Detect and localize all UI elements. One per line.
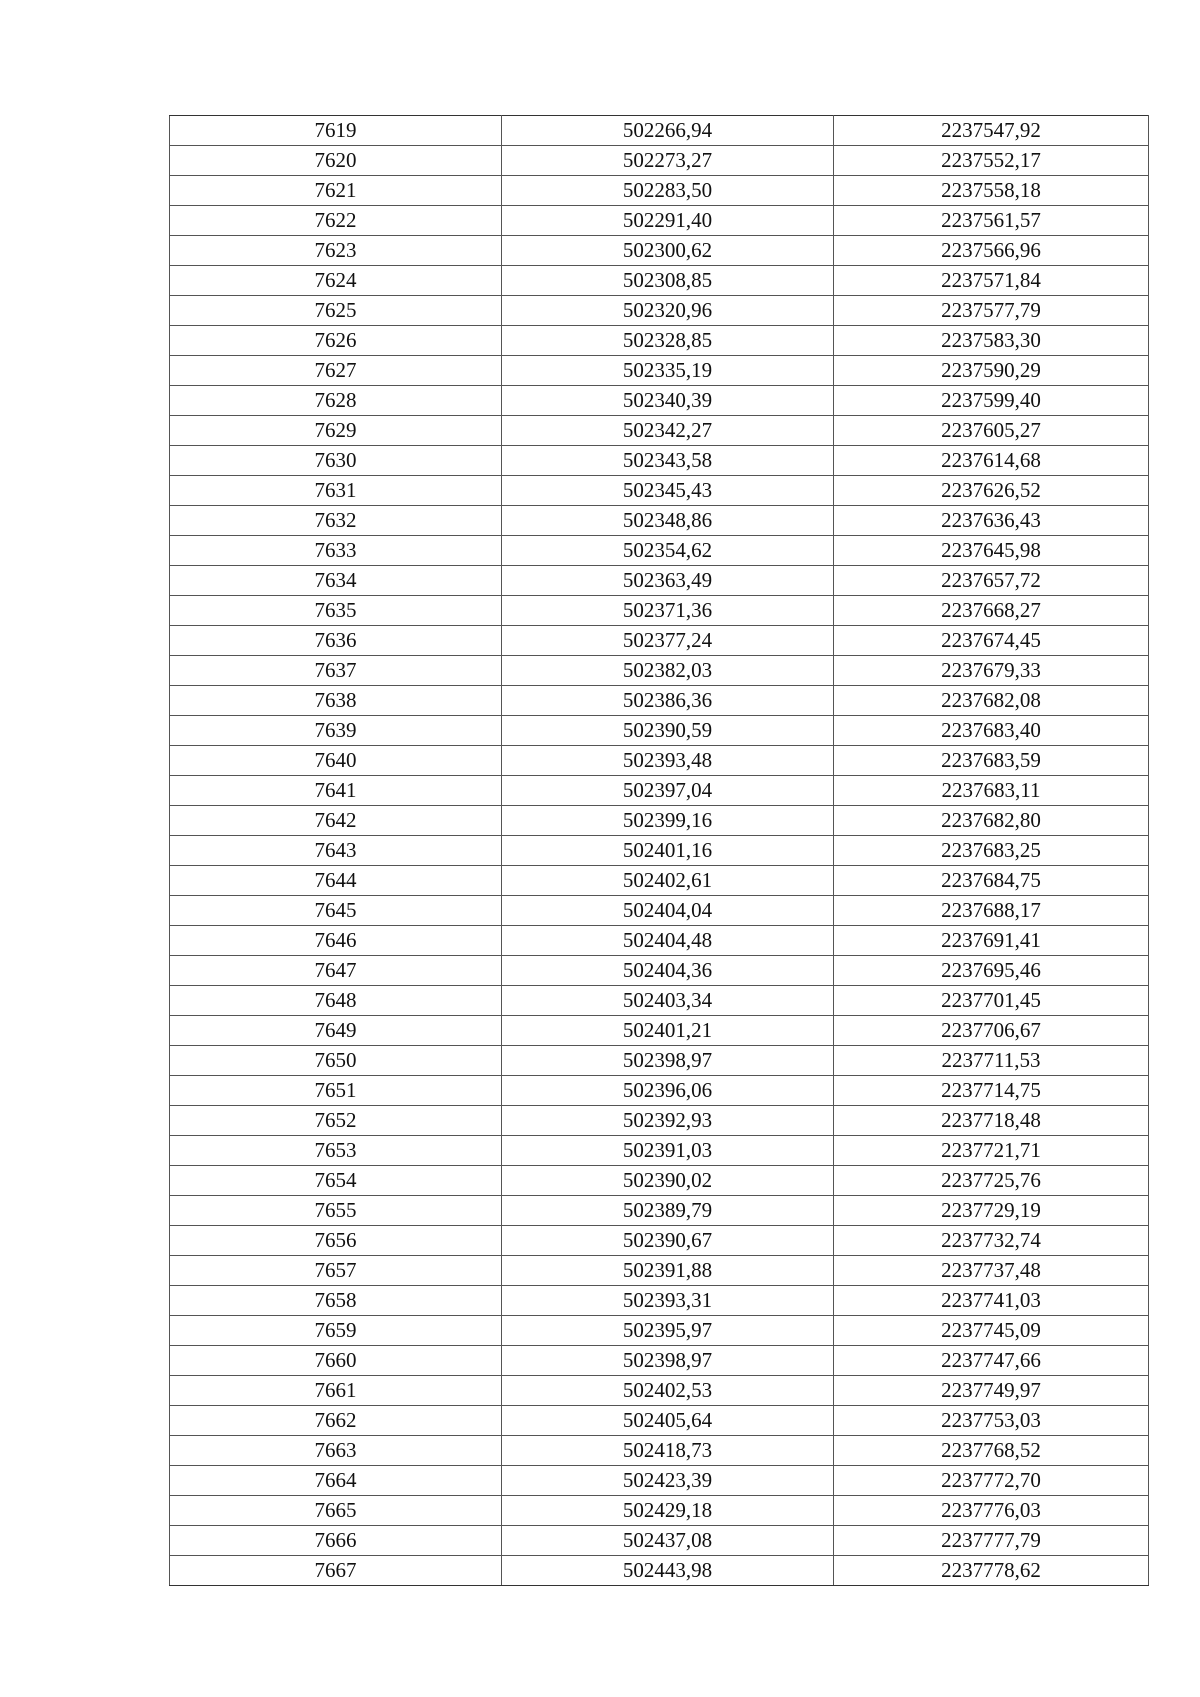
x-coordinate-cell: 502283,50 [502,176,834,206]
x-coordinate-cell: 502396,06 [502,1076,834,1106]
point-number-cell: 7653 [170,1136,502,1166]
x-coordinate-cell: 502308,85 [502,266,834,296]
table-row [170,326,1149,356]
y-coordinate-cell: 2237636,43 [834,506,1149,536]
y-coordinate-cell: 2237683,40 [834,716,1149,746]
x-coordinate-cell: 502392,93 [502,1106,834,1136]
point-number-cell: 7634 [170,566,502,596]
y-coordinate-cell: 2237749,97 [834,1376,1149,1406]
x-coordinate-cell: 502382,03 [502,656,834,686]
y-coordinate-cell: 2237561,57 [834,206,1149,236]
table-row [170,956,1149,986]
x-coordinate-cell: 502391,88 [502,1256,834,1286]
point-number-cell: 7643 [170,836,502,866]
y-coordinate-cell: 2237711,53 [834,1046,1149,1076]
y-coordinate-cell: 2237721,71 [834,1136,1149,1166]
point-number-cell: 7648 [170,986,502,1016]
table-row [170,1106,1149,1136]
table-row [170,776,1149,806]
x-coordinate-cell: 502418,73 [502,1436,834,1466]
y-coordinate-cell: 2237683,59 [834,746,1149,776]
table-row [170,1436,1149,1466]
point-number-cell: 7630 [170,446,502,476]
point-number-cell: 7640 [170,746,502,776]
x-coordinate-cell: 502377,24 [502,626,834,656]
point-number-cell: 7639 [170,716,502,746]
table-row [170,1046,1149,1076]
x-coordinate-cell: 502429,18 [502,1496,834,1526]
point-number-cell: 7654 [170,1166,502,1196]
x-coordinate-cell: 502393,48 [502,746,834,776]
table-row [170,836,1149,866]
y-coordinate-cell: 2237674,45 [834,626,1149,656]
point-number-cell: 7638 [170,686,502,716]
table-row [170,536,1149,566]
table-row [170,1376,1149,1406]
x-coordinate-cell: 502390,67 [502,1226,834,1256]
x-coordinate-cell: 502371,36 [502,596,834,626]
y-coordinate-cell: 2237668,27 [834,596,1149,626]
y-coordinate-cell: 2237695,46 [834,956,1149,986]
x-coordinate-cell: 502320,96 [502,296,834,326]
point-number-cell: 7651 [170,1076,502,1106]
table-row [170,716,1149,746]
table-row [170,896,1149,926]
point-number-cell: 7642 [170,806,502,836]
y-coordinate-cell: 2237772,70 [834,1466,1149,1496]
point-number-cell: 7637 [170,656,502,686]
x-coordinate-cell: 502401,16 [502,836,834,866]
x-coordinate-cell: 502389,79 [502,1196,834,1226]
table-row [170,1316,1149,1346]
y-coordinate-cell: 2237737,48 [834,1256,1149,1286]
table-row [170,686,1149,716]
point-number-cell: 7622 [170,206,502,236]
table-row [170,596,1149,626]
coordinates-table [169,115,1149,1586]
point-number-cell: 7666 [170,1526,502,1556]
x-coordinate-cell: 502273,27 [502,146,834,176]
point-number-cell: 7662 [170,1406,502,1436]
x-coordinate-cell: 502328,85 [502,326,834,356]
x-coordinate-cell: 502399,16 [502,806,834,836]
table-row [170,1136,1149,1166]
point-number-cell: 7656 [170,1226,502,1256]
y-coordinate-cell: 2237626,52 [834,476,1149,506]
table-row [170,1496,1149,1526]
x-coordinate-cell: 502390,59 [502,716,834,746]
point-number-cell: 7629 [170,416,502,446]
table-row [170,116,1149,146]
y-coordinate-cell: 2237741,03 [834,1286,1149,1316]
x-coordinate-cell: 502266,94 [502,116,834,146]
point-number-cell: 7663 [170,1436,502,1466]
table-row [170,476,1149,506]
table-row [170,926,1149,956]
y-coordinate-cell: 2237558,18 [834,176,1149,206]
y-coordinate-cell: 2237683,11 [834,776,1149,806]
table-row [170,806,1149,836]
table-row [170,986,1149,1016]
point-number-cell: 7633 [170,536,502,566]
y-coordinate-cell: 2237605,27 [834,416,1149,446]
table-row [170,626,1149,656]
table-row [170,1196,1149,1226]
y-coordinate-cell: 2237718,48 [834,1106,1149,1136]
table-row [170,1556,1149,1586]
x-coordinate-cell: 502391,03 [502,1136,834,1166]
y-coordinate-cell: 2237732,74 [834,1226,1149,1256]
y-coordinate-cell: 2237679,33 [834,656,1149,686]
x-coordinate-cell: 502402,53 [502,1376,834,1406]
point-number-cell: 7661 [170,1376,502,1406]
x-coordinate-cell: 502398,97 [502,1046,834,1076]
point-number-cell: 7644 [170,866,502,896]
point-number-cell: 7657 [170,1256,502,1286]
x-coordinate-cell: 502437,08 [502,1526,834,1556]
y-coordinate-cell: 2237566,96 [834,236,1149,266]
x-coordinate-cell: 502291,40 [502,206,834,236]
table-row [170,1016,1149,1046]
x-coordinate-cell: 502395,97 [502,1316,834,1346]
x-coordinate-cell: 502342,27 [502,416,834,446]
point-number-cell: 7632 [170,506,502,536]
table-row [170,1466,1149,1496]
point-number-cell: 7623 [170,236,502,266]
table-row [170,1256,1149,1286]
x-coordinate-cell: 502398,97 [502,1346,834,1376]
point-number-cell: 7621 [170,176,502,206]
table-row [170,1346,1149,1376]
x-coordinate-cell: 502363,49 [502,566,834,596]
y-coordinate-cell: 2237691,41 [834,926,1149,956]
y-coordinate-cell: 2237583,30 [834,326,1149,356]
y-coordinate-cell: 2237577,79 [834,296,1149,326]
table-row [170,356,1149,386]
y-coordinate-cell: 2237571,84 [834,266,1149,296]
y-coordinate-cell: 2237684,75 [834,866,1149,896]
x-coordinate-cell: 502402,61 [502,866,834,896]
x-coordinate-cell: 502423,39 [502,1466,834,1496]
point-number-cell: 7665 [170,1496,502,1526]
point-number-cell: 7655 [170,1196,502,1226]
y-coordinate-cell: 2237777,79 [834,1526,1149,1556]
table-row [170,1226,1149,1256]
point-number-cell: 7620 [170,146,502,176]
point-number-cell: 7647 [170,956,502,986]
y-coordinate-cell: 2237682,80 [834,806,1149,836]
point-number-cell: 7660 [170,1346,502,1376]
table-row [170,236,1149,266]
point-number-cell: 7635 [170,596,502,626]
x-coordinate-cell: 502404,48 [502,926,834,956]
x-coordinate-cell: 502404,36 [502,956,834,986]
table-row [170,446,1149,476]
point-number-cell: 7624 [170,266,502,296]
point-number-cell: 7628 [170,386,502,416]
y-coordinate-cell: 2237776,03 [834,1496,1149,1526]
coordinates-table-body [170,116,1149,1586]
y-coordinate-cell: 2237547,92 [834,116,1149,146]
x-coordinate-cell: 502348,86 [502,506,834,536]
y-coordinate-cell: 2237714,75 [834,1076,1149,1106]
y-coordinate-cell: 2237657,72 [834,566,1149,596]
point-number-cell: 7631 [170,476,502,506]
y-coordinate-cell: 2237701,45 [834,986,1149,1016]
y-coordinate-cell: 2237768,52 [834,1436,1149,1466]
x-coordinate-cell: 502335,19 [502,356,834,386]
table-row [170,1286,1149,1316]
point-number-cell: 7627 [170,356,502,386]
table-row [170,386,1149,416]
table-row [170,656,1149,686]
table-row [170,1076,1149,1106]
y-coordinate-cell: 2237590,29 [834,356,1149,386]
x-coordinate-cell: 502393,31 [502,1286,834,1316]
table-row [170,506,1149,536]
point-number-cell: 7625 [170,296,502,326]
y-coordinate-cell: 2237645,98 [834,536,1149,566]
x-coordinate-cell: 502401,21 [502,1016,834,1046]
y-coordinate-cell: 2237683,25 [834,836,1149,866]
table-row [170,866,1149,896]
point-number-cell: 7619 [170,116,502,146]
table-row [170,746,1149,776]
table-row [170,176,1149,206]
y-coordinate-cell: 2237688,17 [834,896,1149,926]
y-coordinate-cell: 2237729,19 [834,1196,1149,1226]
point-number-cell: 7664 [170,1466,502,1496]
y-coordinate-cell: 2237599,40 [834,386,1149,416]
y-coordinate-cell: 2237753,03 [834,1406,1149,1436]
point-number-cell: 7659 [170,1316,502,1346]
table-row [170,416,1149,446]
y-coordinate-cell: 2237682,08 [834,686,1149,716]
point-number-cell: 7650 [170,1046,502,1076]
point-number-cell: 7645 [170,896,502,926]
x-coordinate-cell: 502354,62 [502,536,834,566]
y-coordinate-cell: 2237745,09 [834,1316,1149,1346]
table-row [170,146,1149,176]
table-row [170,1406,1149,1436]
y-coordinate-cell: 2237725,76 [834,1166,1149,1196]
point-number-cell: 7658 [170,1286,502,1316]
y-coordinate-cell: 2237778,62 [834,1556,1149,1586]
point-number-cell: 7667 [170,1556,502,1586]
x-coordinate-cell: 502397,04 [502,776,834,806]
y-coordinate-cell: 2237706,67 [834,1016,1149,1046]
point-number-cell: 7646 [170,926,502,956]
point-number-cell: 7636 [170,626,502,656]
x-coordinate-cell: 502300,62 [502,236,834,266]
point-number-cell: 7626 [170,326,502,356]
x-coordinate-cell: 502443,98 [502,1556,834,1586]
y-coordinate-cell: 2237747,66 [834,1346,1149,1376]
table-row [170,1526,1149,1556]
point-number-cell: 7649 [170,1016,502,1046]
x-coordinate-cell: 502405,64 [502,1406,834,1436]
x-coordinate-cell: 502343,58 [502,446,834,476]
x-coordinate-cell: 502390,02 [502,1166,834,1196]
x-coordinate-cell: 502386,36 [502,686,834,716]
point-number-cell: 7652 [170,1106,502,1136]
x-coordinate-cell: 502340,39 [502,386,834,416]
table-row [170,206,1149,236]
table-row [170,296,1149,326]
table-row [170,1166,1149,1196]
table-row [170,566,1149,596]
y-coordinate-cell: 2237614,68 [834,446,1149,476]
x-coordinate-cell: 502403,34 [502,986,834,1016]
point-number-cell: 7641 [170,776,502,806]
table-row [170,266,1149,296]
y-coordinate-cell: 2237552,17 [834,146,1149,176]
x-coordinate-cell: 502345,43 [502,476,834,506]
x-coordinate-cell: 502404,04 [502,896,834,926]
